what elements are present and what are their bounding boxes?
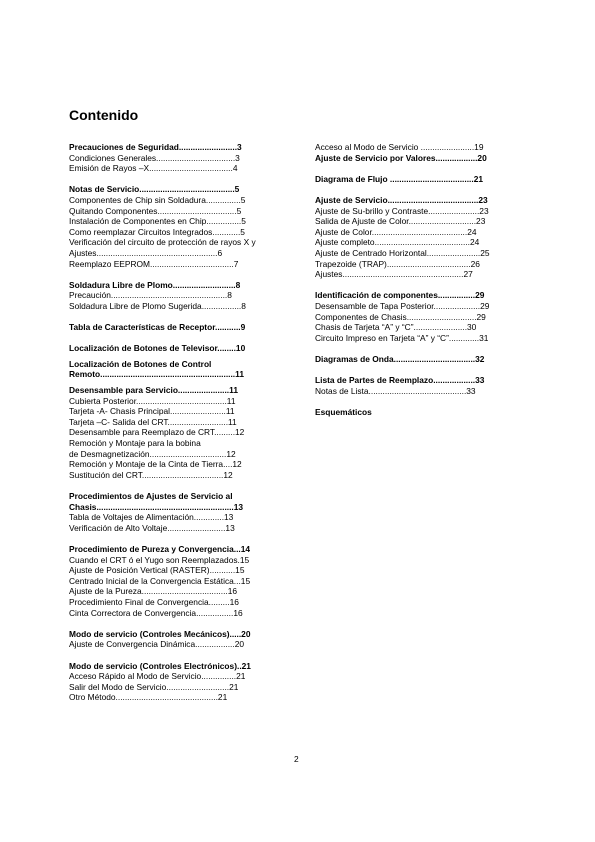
toc-entry: Trapezoide (TRAP)....................................26 (315, 258, 480, 269)
toc-entry: Cuando el CRT ó el Yugo son Reemplazados.15 (69, 554, 250, 565)
toc-entry: Reemplazo EEPROM....................................7 (69, 258, 239, 269)
toc-entry: Ajuste de Color.........................................24 (315, 226, 477, 237)
toc-entry: Ajuste de Su-brillo y Contraste......................23 (315, 205, 489, 216)
toc-entry: Cubierta Posterior.......................................11 (69, 395, 236, 406)
toc-entry: Instalación de Componentes en Chip...............5 (69, 216, 246, 227)
toc-entry: Componentes de Chip sin Soldadura...............5 (69, 194, 246, 205)
toc-entry: Acceso al Modo de Servicio .......................19 (315, 142, 484, 152)
toc-section-heading: Ajuste de Servicio.......................................23 (315, 194, 488, 205)
toc-right-column (315, 142, 526, 417)
toc-spacer (69, 174, 280, 185)
toc-entry: Chasis de Tarjeta “A” y “C”.......................30 (315, 322, 477, 333)
toc-entry: Salida de Ajuste de Color.............................23 (315, 216, 486, 227)
toc-entry: Centrado Inicial de la Convergencia Estática...15 (69, 575, 251, 586)
toc-section-heading: Localización de Botones de Control Remoto..........................................................11 (69, 358, 244, 380)
toc-entry: Soldadura Libre de Plomo Sugerida.................8 (69, 300, 246, 311)
toc-entry: Ajuste de Posición Vertical (RASTER)...........15 (69, 565, 245, 576)
toc-section-heading: Procedimiento de Pureza y Convergencia...14 (69, 543, 251, 554)
toc-section-heading: Modo de servicio (Controles Mecánicos).....20 (69, 628, 251, 639)
toc-spacer (69, 269, 280, 280)
toc-entry: Desensamble de Tapa Posterior....................29 (315, 300, 490, 311)
toc-spacer (315, 184, 526, 195)
toc-entry: Precaución..................................................8 (69, 290, 232, 301)
toc-spacer (315, 396, 526, 407)
toc-section-heading: Procedimientos de Ajustes de Servicio al Chasis...........................................................13 (69, 491, 244, 512)
toc-spacer (315, 343, 526, 354)
toc-entry: Desensamble para Reemplazo de CRT.........12 (69, 427, 245, 438)
toc-spacer (69, 618, 280, 629)
toc-entry: Condiciones Generales..................................3 (69, 152, 240, 163)
toc-spacer (69, 533, 280, 544)
toc-spacer (69, 650, 280, 661)
toc-spacer (69, 312, 280, 323)
toc-entry: Tabla de Voltajes de Alimentación.............13 (69, 512, 234, 523)
toc-section-heading: Modo de servicio (Controles Electrónicos)..21 (69, 660, 251, 671)
toc-entry: Circuito Impreso en Tarjeta “A” y “C”.............31 (315, 332, 489, 343)
toc-entry: Tarjeta -A- Chasis Principal........................11 (69, 406, 235, 417)
toc-section-heading: Diagrama de Flujo ....................................21 (315, 173, 484, 184)
toc-entry: Verificación de Alto Voltaje.........................13 (69, 522, 235, 533)
toc-spacer (69, 333, 280, 344)
toc-spacer (315, 280, 526, 291)
toc-section-heading: Lista de Partes de Reemplazo..................33 (315, 375, 485, 386)
toc-spacer (69, 480, 280, 491)
page-title: Contenido (69, 107, 139, 123)
toc-entry: Emisión de Rayos –X....................................4 (69, 163, 238, 174)
toc-entry: Remoción y Montaje para la bobina (69, 438, 201, 449)
toc-entry: Ajustes....................................................27 (315, 269, 473, 280)
toc-section-heading: Desensamble para Servicio......................11 (69, 385, 238, 396)
toc-entry: Salir del Modo de Servicio...........................21 (69, 681, 239, 692)
toc-entry: Ajuste de la Pureza.....................................16 (69, 586, 238, 597)
toc-spacer (315, 163, 526, 174)
toc-entry: Ajuste de Centrado Horizontal.......................25 (315, 247, 490, 258)
toc-entry: Verificación del circuito de protección de rayos X y Ajustes....................................................6 (69, 237, 256, 258)
toc-section-heading: Tabla de Características de Receptor...........9 (69, 322, 246, 333)
page-number: 2 (294, 754, 299, 764)
toc-section-heading: Ajuste de Servicio por Valores..................20 (315, 152, 487, 163)
toc-entry: Ajuste completo.........................................24 (315, 237, 480, 248)
toc-section-heading: Notas de Servicio.........................................5 (69, 184, 240, 195)
toc-entry: Sustitución del CRT...................................12 (69, 469, 233, 480)
toc-entry: Quitando Componentes..................................5 (69, 205, 242, 216)
toc-section-heading: Identificación de componentes................29 (315, 290, 485, 301)
toc-entry: de Desmagnetización.................................12 (69, 448, 236, 459)
toc-entry: Cinta Correctora de Convergencia................16 (69, 607, 243, 618)
toc-section-heading: Esquemáticos (315, 406, 372, 417)
toc-entry: Ajuste de Convergencia Dinámica.................20 (69, 639, 245, 650)
toc-left-column (69, 142, 280, 703)
toc-spacer (315, 364, 526, 375)
toc-entry: Componentes de Chasis..............................29 (315, 311, 486, 322)
toc-section-heading: Diagramas de Onda...................................32 (315, 353, 485, 364)
toc-entry: Acceso Rápido al Modo de Servicio...............21 (69, 671, 246, 682)
toc-entry: Tarjeta –C- Salida del CRT..........................11 (69, 416, 237, 427)
toc-entry: Remoción y Montaje de la Cinta de Tierra....12 (69, 459, 242, 470)
toc-entry: Otro Método............................................21 (69, 692, 228, 703)
toc-entry: Notas de Lista..........................................33 (315, 385, 476, 396)
toc-section-heading: Soldadura Libre de Plomo...........................8 (69, 279, 241, 290)
toc-section-heading: Precauciones de Seguridad.........................3 (69, 142, 242, 152)
toc-entry: Como reemplazar Circuitos Integrados............5 (69, 226, 245, 237)
toc-entry: Procedimiento Final de Convergencia.........16 (69, 596, 239, 607)
toc-section-heading: Localización de Botones de Televisor........10 (69, 343, 246, 354)
